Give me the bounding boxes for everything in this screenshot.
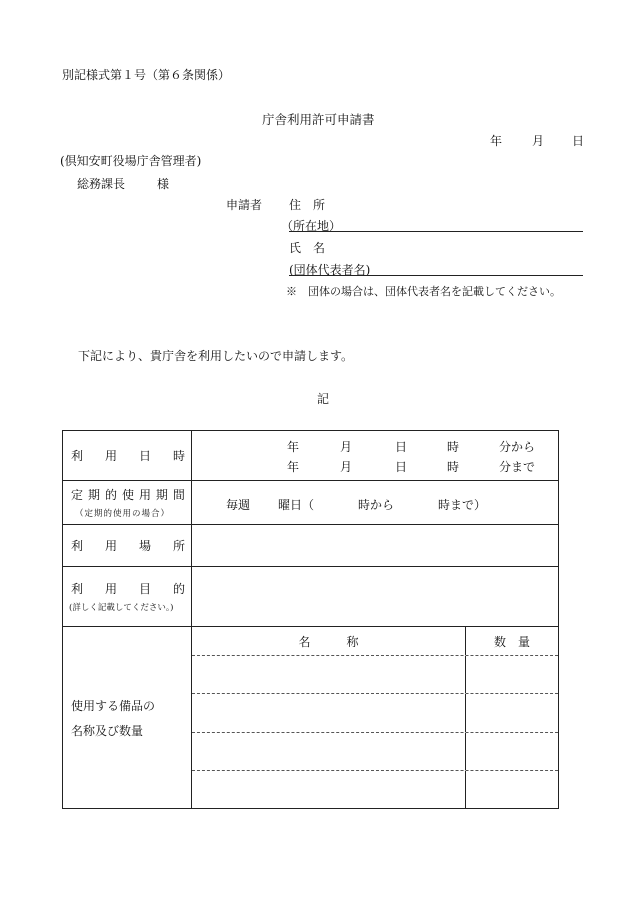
table-row xyxy=(63,481,559,525)
equipment-row xyxy=(192,771,558,808)
usage-datetime-field[interactable] xyxy=(192,431,559,481)
periodic-use-field[interactable] xyxy=(192,481,559,525)
usage-purpose-sub-label: (詳しく記載してください。) xyxy=(69,603,174,613)
body-text: 下記により、貴庁舎を利用したいので申請します。 xyxy=(78,349,354,363)
applicant-note: ※ 団体の場合は、団体代表者名を記載してください。 xyxy=(286,285,561,298)
from-hour-label: 時から xyxy=(358,497,395,512)
equipment-row xyxy=(192,656,558,694)
equipment-label: 使用する備品の 名称及び数量 xyxy=(63,627,192,809)
ki-heading: 記 xyxy=(317,392,330,406)
address-sub-label: （所在地） xyxy=(281,219,342,233)
equipment-cell xyxy=(192,627,559,809)
usage-datetime-label: 利 用 日 時 xyxy=(63,431,192,481)
recipient-honorific: 様 xyxy=(157,177,170,191)
equipment-name-field[interactable] xyxy=(192,733,466,770)
table-row xyxy=(63,525,559,567)
page-title: 庁舎利用許可申請書 xyxy=(262,112,375,127)
weekday-label: 曜日（ xyxy=(278,497,315,512)
recipient-org: (倶知安町役場庁舎管理者) xyxy=(60,154,202,168)
applicant-label: 申請者 xyxy=(226,198,263,212)
usage-place-label: 利 用 場 所 xyxy=(63,525,192,567)
recipient-name: 総務課長 xyxy=(77,177,126,191)
usage-purpose-field[interactable] xyxy=(192,567,559,627)
table-row xyxy=(63,431,559,481)
equipment-qty-field[interactable] xyxy=(466,694,558,731)
to-hour-label: 時まで） xyxy=(438,497,487,512)
form-number: 別記様式第１号（第６条関係） xyxy=(62,68,231,82)
equipment-qty-field[interactable] xyxy=(466,733,558,770)
equipment-name-header: 名 称 xyxy=(192,627,466,655)
date-year: 年 xyxy=(490,134,503,148)
periodic-use-sub-label: （定期的使用の場合） xyxy=(75,509,171,519)
weekly-label: 毎週 xyxy=(226,497,251,512)
date-month: 月 xyxy=(532,134,545,148)
usage-purpose-label: 利 用 目 的 (詳しく記載してください。) xyxy=(63,567,192,627)
usage-place-field[interactable] xyxy=(192,525,559,567)
name-underline xyxy=(289,275,583,276)
datetime-from-row: 年 月 日 時 分から xyxy=(287,439,536,454)
address-underline xyxy=(289,231,583,232)
table-row xyxy=(63,627,559,809)
address-label: 住 所 xyxy=(289,198,326,212)
periodic-use-label: 定 期 的 使 用 期 間 （定期的使用の場合） xyxy=(63,481,192,525)
date-day: 日 xyxy=(572,134,585,148)
equipment-name-field[interactable] xyxy=(192,771,466,808)
name-sub-label: (団体代表者名) xyxy=(289,263,371,277)
application-table xyxy=(62,430,559,809)
name-label: 氏 名 xyxy=(289,241,326,255)
equipment-qty-field[interactable] xyxy=(466,771,558,808)
equipment-row xyxy=(192,733,558,771)
equipment-row xyxy=(192,694,558,732)
table-row xyxy=(63,567,559,627)
equipment-name-field[interactable] xyxy=(192,656,466,693)
datetime-to-row: 年 月 日 時 分まで xyxy=(287,459,536,474)
equipment-qty-header: 数 量 xyxy=(493,634,530,649)
equipment-name-field[interactable] xyxy=(192,694,466,731)
equipment-qty-field[interactable] xyxy=(466,656,558,693)
